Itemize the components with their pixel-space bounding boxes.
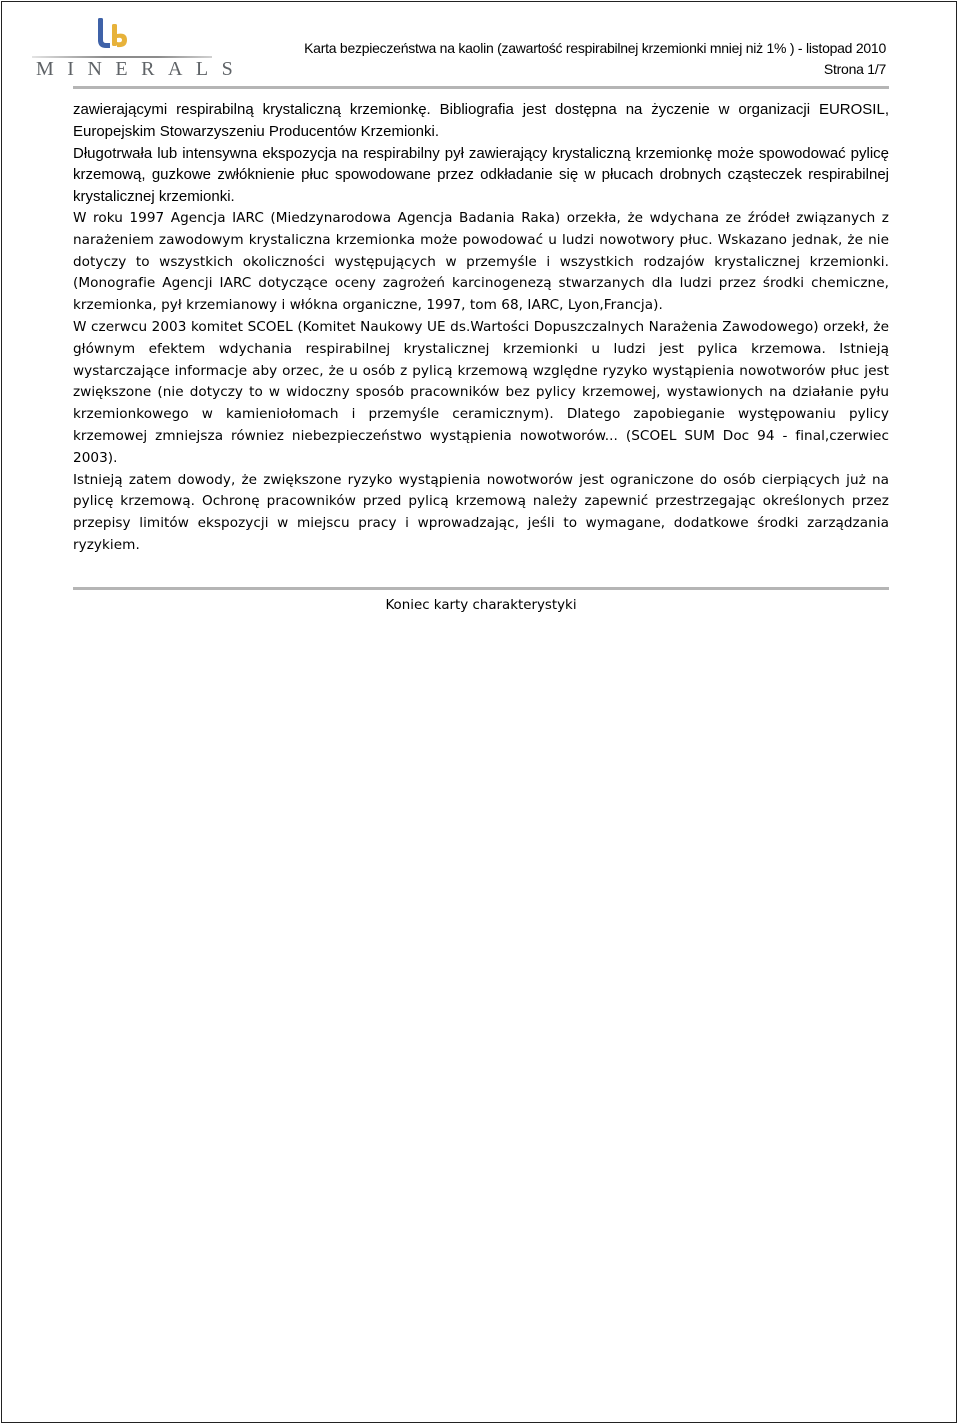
paragraph-bibliography: zawierającymi respirabilną krystaliczną krzemionkę. Bibliografia jest dostępna na życzenie w organizacji EUROSIL, Europejskim Stowarzyszeniu Producentów Krzemionki. — [73, 101, 889, 140]
document-body — [73, 99, 889, 557]
logo-text: MINERALS — [36, 58, 247, 80]
minerals-logo-mark-icon — [96, 16, 130, 54]
document-page — [1, 1, 957, 1423]
header-divider — [73, 86, 889, 89]
minerals-logo — [32, 14, 247, 80]
paragraph-silicosis: Długotrwała lub intensywna ekspozycja na respirabilny pył zawierający krystaliczną krzemionkę może spowodować pylicę krzemową, guzkowe zwłóknienie płuc spowodowane przez odkładanie się w płucach drobnych cząsteczek respirabilnej krystalicznej krzemionki. — [73, 144, 889, 206]
page-number: Strona 1/7 — [823, 61, 886, 77]
paragraph-conclusion: Istnieją zatem dowody, że zwiększone ryzyko wystąpienia nowotworów jest ograniczone do osób cierpiących już na pylicę krzemową. Ochronę pracowników przed pylicą krzemową należy zapewnić przestrzegając określonych przez przepisy limitów ekspozycji w miejscu pracy i wprowadzając, jeśli to wymagane, dodatkowe środki zarządzania ryzykiem. — [73, 471, 889, 553]
footer-divider — [73, 587, 889, 590]
paragraph-iarc: W roku 1997 Agencja IARC (Miedzynarodowa Agencja Badania Raka) orzekła, że wdychana ze źródeł związanych z narażeniem zawodowym krystaliczna krzemionka może powodować u ludzi nowotwory płuc. Wskazano jednak, że nie dotyczy to wszystkich okoliczności występujących w przemyśle i wszystkich rodzajów krystalicznej krzemionki. (Monografie Agencji IARC dotyczące oceny zagrożeń karcinogenezą stwarzanych dla ludzi przez środki chemiczne, krzemionka, pył krzemianowy i włókna organiczne, 1997, tom 68, IARC, Lyon,Francja). — [73, 209, 889, 314]
paragraph-scoel: W czerwcu 2003 komitet SCOEL (Komitet Naukowy UE ds.Wartości Dopuszczalnych Narażenia Zawodowego) orzekł, że głównym efektem wdychania respirabilnej krystalicznej krzemionki u ludzi jest pylica krzemowa. Istnieją wystarczające informacje aby orzec, że u osób z pylicą krzemową względne ryzyko wystąpienia nowotworów płuc jest zwiększone (nie dotyczy to w widoczny sposób pracowników bez pylicy krzemowej, wystawionych na działanie pyłu krzemionkowego w kamieniołomach i przemyśle ceramicznym). Dlatego zapobieganie występowaniu pylicy krzemowej zmniejsza równiez niebezpieczeństwo wystąpienia nowotworów... (SCOEL SUM Doc 94 - final,czerwiec 2003). — [73, 318, 889, 466]
end-note: Koniec karty charakterystyki — [385, 598, 577, 613]
document-header — [304, 38, 886, 80]
document-title: Karta bezpieczeństwa na kaolin (zawartość respirabilnej krzemionki mniej niż 1% ) - listopad 2010 — [304, 40, 886, 56]
